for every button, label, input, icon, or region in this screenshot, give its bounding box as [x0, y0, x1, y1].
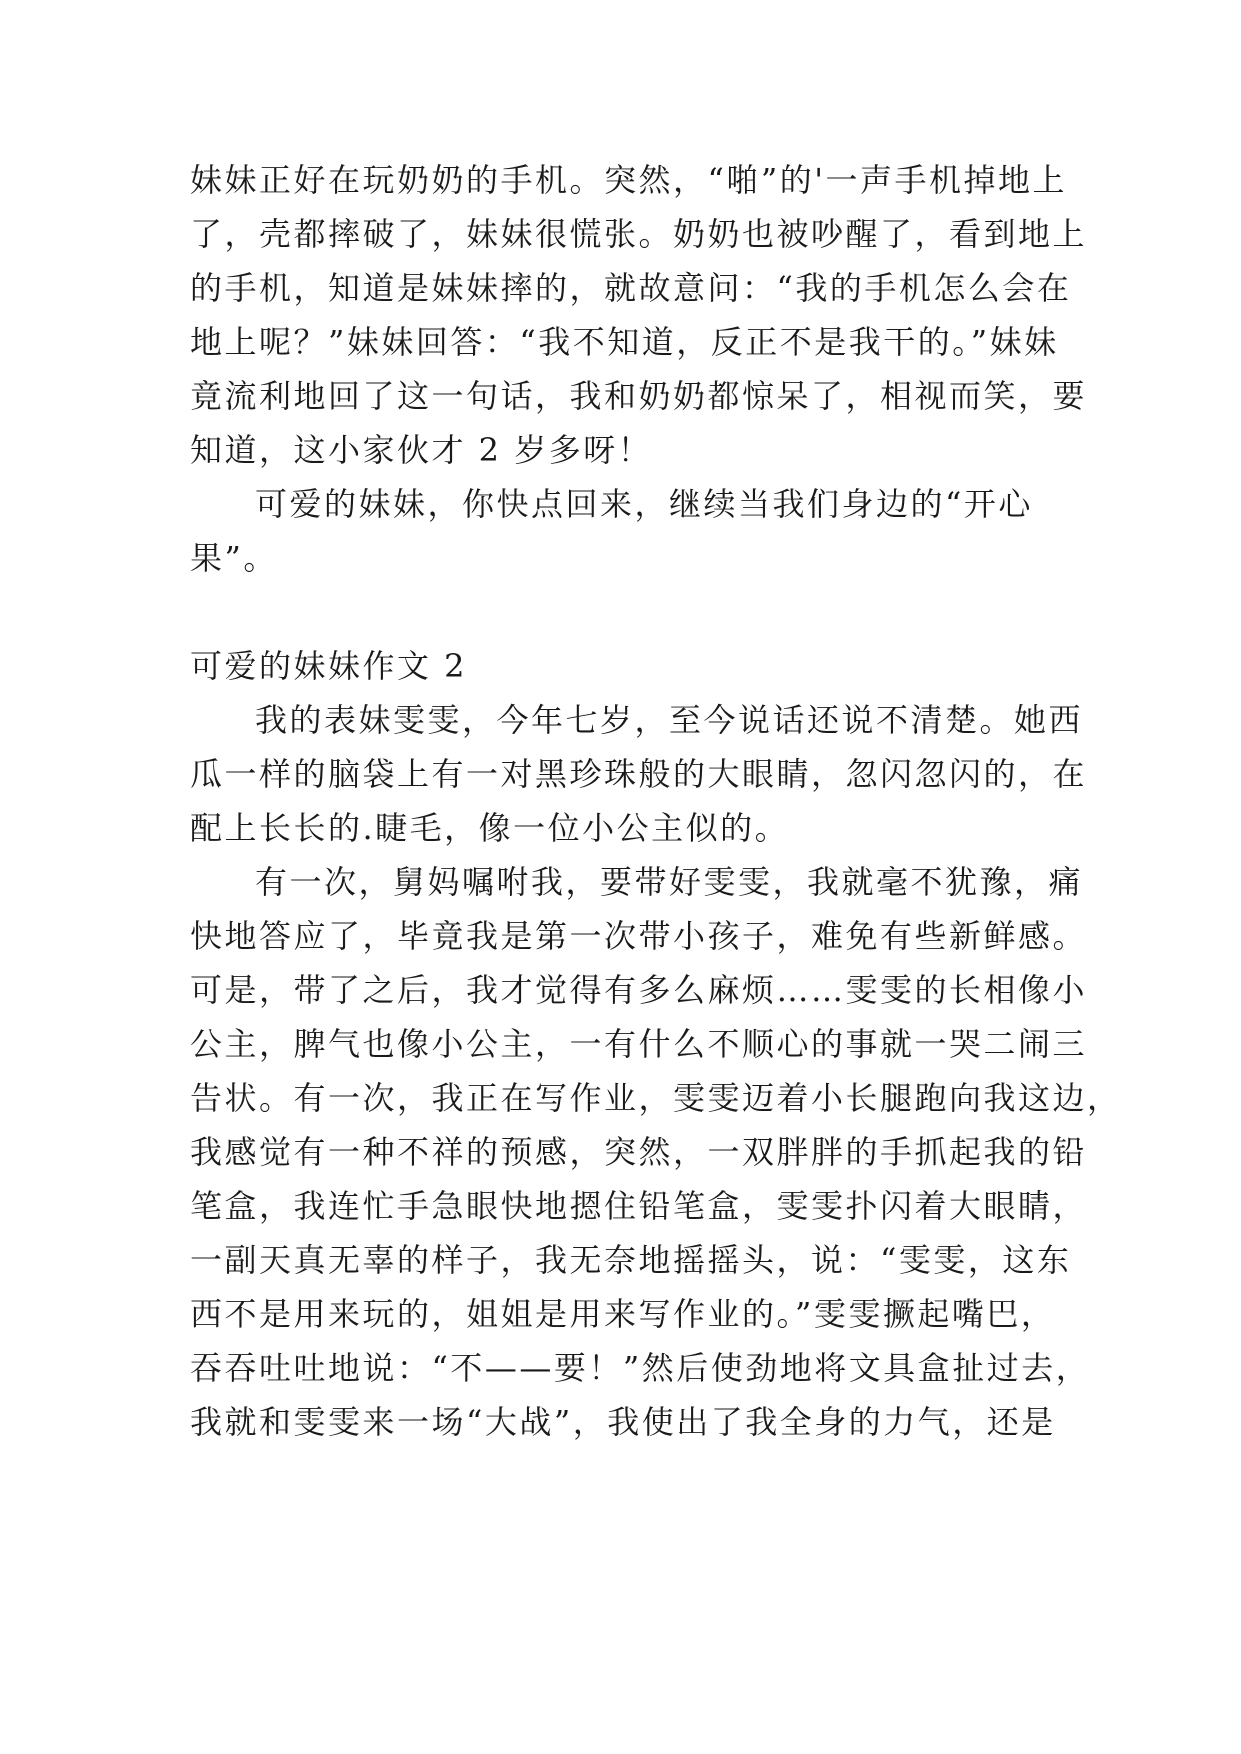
text-line: 地上呢？”妹妹回答：“我不知道，反正不是我干的。”妹妹	[190, 323, 1059, 361]
text-line: 知道，这小家伙才 2 岁多呀！	[190, 431, 653, 469]
paragraph-first-line: 可爱的妹妹，你快点回来，继续当我们身边的“开心	[255, 485, 1033, 523]
text-line: 告状。有一次，我正在写作业，雯雯迈着小长腿跑向我这边，	[190, 1079, 1122, 1117]
text-line: 一副天真无辜的样子，我无奈地摇摇头，说：“雯雯，这东	[190, 1241, 1072, 1279]
paragraph-first-line: 有一次，舅妈嘱咐我，要带好雯雯，我就毫不犹豫，痛	[255, 863, 1084, 901]
text-line: 可是，带了之后，我才觉得有多么麻烦……雯雯的长相像小	[190, 971, 1088, 1009]
text-line: 妹妹正好在玩奶奶的手机。突然，“啪”的'一声手机掉地上	[190, 161, 1068, 199]
text-line: 瓜一样的脑袋上有一对黑珍珠般的大眼睛，忽闪忽闪的，在	[190, 755, 1088, 793]
text-line: 的手机，知道是妹妹摔的，就故意问：“我的手机怎么会在	[190, 269, 1072, 307]
text-line: 我就和雯雯来一场“大战”，我使出了我全身的力气，还是	[190, 1403, 1056, 1441]
text-line: 公主，脾气也像小公主，一有什么不顺心的事就一哭二闹三	[190, 1025, 1088, 1063]
text-line: 笔盒，我连忙手急眼快地摁住铅笔盒，雯雯扑闪着大眼睛，	[190, 1187, 1088, 1225]
text-line: 配上长长的.睫毛，像一位小公主似的。	[190, 809, 790, 847]
section-heading: 可爱的妹妹作文 2	[190, 647, 468, 685]
text-line: 快地答应了，毕竟我是第一次带小孩子，难免有些新鲜感。	[190, 917, 1088, 955]
text-line: 吞吞吐吐地说：“不——要！”然后使劲地将文具盒扯过去，	[190, 1349, 1091, 1387]
paragraph-first-line: 我的表妹雯雯，今年七岁，至今说话还说不清楚。她西	[255, 701, 1084, 739]
text-line: 我感觉有一种不祥的预感，突然，一双胖胖的手抓起我的铅	[190, 1133, 1088, 1171]
text-line: 竟流利地回了这一句话，我和奶奶都惊呆了，相视而笑，要	[190, 377, 1088, 415]
text-line: 果”。	[190, 539, 278, 577]
text-line: 西不是用来玩的，姐姐是用来写作业的。”雯雯撅起嘴巴，	[190, 1295, 1056, 1333]
text-line: 了，壳都摔破了，妹妹很慌张。奶奶也被吵醒了，看到地上	[190, 215, 1088, 253]
